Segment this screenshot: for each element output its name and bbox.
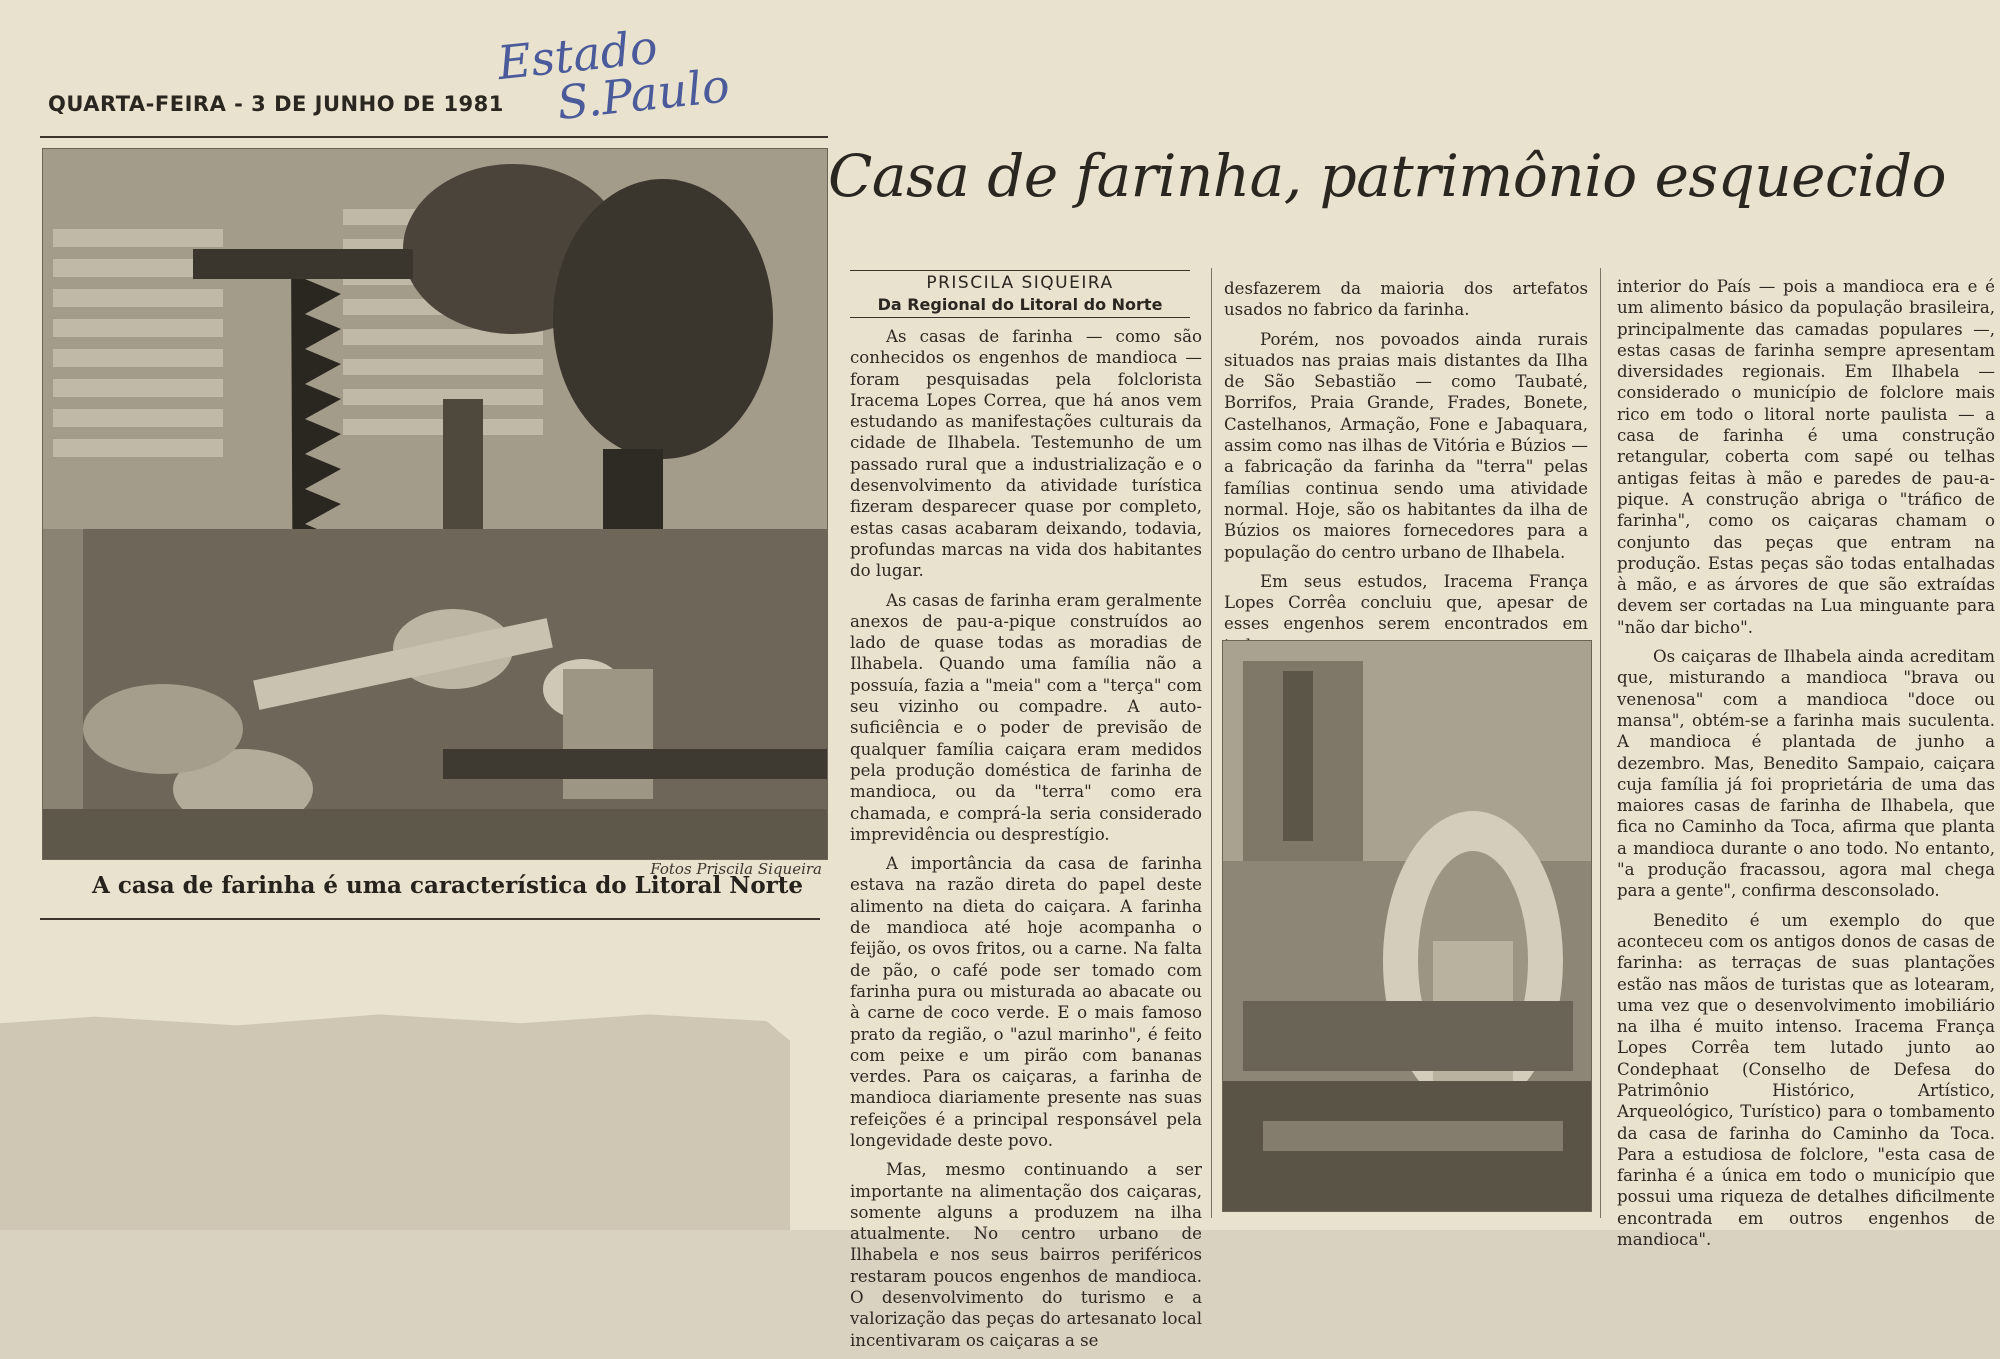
- byline-author: PRISCILA SIQUEIRA: [850, 270, 1190, 293]
- paragraph: Mas, mesmo continuando a ser importante na alimentação dos caiçaras, somente alguns a produzem na ilha atualmente. No centro urbano de Ilhabela e nos seus bairros periféricos restaram poucos engenhos de mandioca. O desenvolvimento do turismo e a valorização das peças do artesanato local incentivaram os caiçaras a se: [850, 1160, 1202, 1350]
- rule-line: [40, 136, 828, 138]
- article-column-1: [850, 326, 1202, 1359]
- paragraph: Benedito é um exemplo do que aconteceu com os antigos donos de casas de farinha: as terraças de suas plantações estão nas mãos de turistas que as lotearam, uma vez que o desenvolvimento imobiliário na ilha é muito intenso. Iracema França Lopes Corrêa tem lutado junto ao Condephaat (Conselho de Defesa do Patrimônio Histórico, Artístico, Arqueológico, Turístico) para o tombamento da casa de farinha do Caminho da Toca. Para a estudiosa de folclore, "esta casa de farinha é a única em todo o município que possui uma riqueza de detalhes dificilmente encontrada em outros engenhos de mandioca".: [1617, 910, 1995, 1250]
- handwritten-annotation: [495, 16, 734, 139]
- article-column-2: [1224, 278, 1588, 664]
- paragraph: Porém, nos povoados ainda rurais situados nas praias mais distantes da Ilha de São Sebastião — como Taubaté, Borrifos, Praia Grande, Frades, Bonete, Castelhanos, Armação, Fone e Jabaquara, assim como nas ilhas de Vitória e Búzios — a fabricação da farinha da "terra" pelas famílias continua sendo uma atividade normal. Hoje, são os habitantes da ilha de Búzios os maiores fornecedores para a população do centro urbano de Ilhabela.: [1224, 329, 1588, 562]
- column-rule: [1600, 268, 1601, 1218]
- dateline: QUARTA-FEIRA - 3 DE JUNHO DE 1981: [48, 92, 504, 116]
- byline: [850, 270, 1190, 318]
- paragraph: desfazerem da maioria dos artefatos usados no fabrico da farinha.: [1224, 279, 1588, 320]
- photo-caption: A casa de farinha é uma característica do Litoral Norte: [92, 872, 804, 899]
- paragraph: Os caiçaras de Ilhabela ainda acreditam que, misturando a mandioca "brava ou venenosa" com a mandioca "doce ou mansa", obtém-se a farinha mais suculenta. A mandioca é plantada de junho a dezembro. Mas, Benedito Sampaio, caiçara cuja família já foi proprietária de uma das maiores casas de farinha de Ilhabela, que fica no Caminho da Toca, afirma que planta a mandioca durante o ano todo. No entanto, "a produção fracassou, agora mal chega para a gente", confirma desconsolado.: [1617, 647, 1995, 901]
- headline: Casa de farinha, patrimônio esquecido: [828, 142, 1947, 210]
- annotation-line-1: Estado: [494, 19, 661, 91]
- paragraph: interior do País — pois a mandioca era e é um alimento básico da população brasileira, principalmente das camadas populares —, estas casas de farinha sempre apresentam diversidades regionais. Em Ilhabela — considerado o município de folclore mais rico em todo o litoral norte paulista — a casa de farinha é uma construção retangular, coberta com sapé ou telhas antigas feitas à mão e paredes de pau-a-pique. A construção abriga o "tráfico de farinha", como os caiçaras chamam o conjunto das peças que entram na produção. Estas peças são todas entalhadas à mão, e as árvores de que são extraídas devem ser cortadas na Lua minguante para "não dar bicho".: [1617, 277, 1995, 637]
- photo-credit: Fotos Priscila Siqueira: [650, 860, 822, 878]
- photo-casa-de-farinha: [42, 148, 828, 860]
- paragraph: As casas de farinha eram geralmente anexos de pau-a-pique construídos ao lado de quase todas as moradias de Ilhabela. Quando uma família não a possuía, fazia a "meia" com a "terça" com seu vizinho ou compadre. A auto-suficiência e o poder de previsão de qualquer família caiçara eram medidos pela produção doméstica de farinha de mandioca, ou da "terra" como era chamada, e comprá-la seria considerado imprevidência ou desprestígio.: [850, 590, 1202, 844]
- rule-line: [40, 918, 820, 920]
- byline-organization: Da Regional do Litoral do Norte: [850, 295, 1190, 318]
- paragraph: A importância da casa de farinha estava na razão direta do papel deste alimento na dieta do caiçara. A farinha de mandioca até hoje acompanha o feijão, os ovos fritos, ou a carne. Na falta de pão, o café pode ser tomado com farinha pura ou misturada ao abacate ou à carne de coco verde. E o mais famoso prato da região, o "azul marinho", é feito com peixe e um pirão com bananas verdes. Para os caiçaras, a farinha de mandioca diariamente presente nas suas refeições é a principal responsável pela longevidade deste povo.: [850, 854, 1202, 1150]
- paragraph: As casas de farinha — como são conhecidos os engenhos de mandioca — foram pesquisadas pela folclorista Iracema Lopes Correa, que há anos vem estudando as manifestações culturais da cidade de Ilhabela. Testemunho de um passado rural que a industrialização e o desenvolvimento da atividade turística fizeram desparecer quase por completo, estas casas acabaram deixando, todavia, profundas marcas na vida dos habitantes do lugar.: [850, 327, 1202, 581]
- photo-wooden-wheel: [1222, 640, 1592, 1212]
- torn-edge: [0, 1010, 790, 1230]
- annotation-line-2: S.Paulo: [554, 58, 733, 131]
- paragraph: Em seus estudos, Iracema França Lopes Corrêa concluiu que, apesar de esses engenhos serem encontrados em: [1224, 571, 1588, 634]
- column-rule: [1211, 268, 1212, 1218]
- article-column-3: [1617, 276, 1995, 1258]
